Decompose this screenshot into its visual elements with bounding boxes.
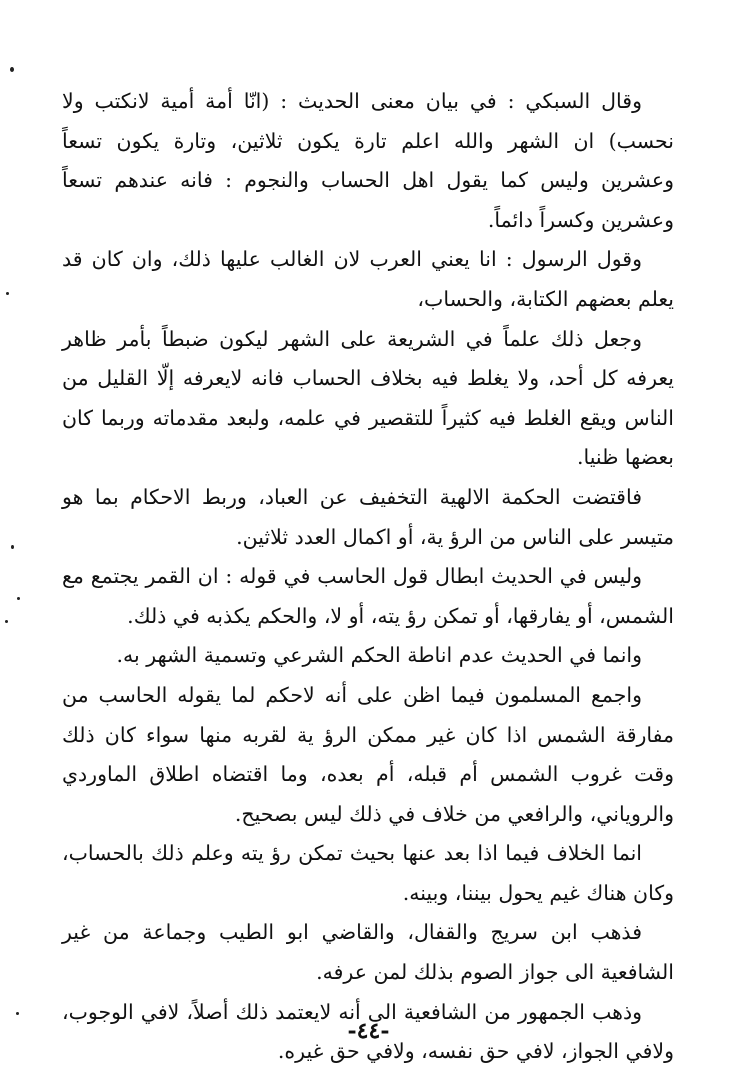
- paragraph-2: وقول الرسول : انا يعني العرب لان الغالب عليها ذلك، وان كان قد يعلم بعضهم الكتابة، والحساب،: [62, 247, 674, 311]
- paragraph-4: فاقتضت الحكمة الالهية التخفيف عن العباد، وربط الاحكام بما هو متيسر على الناس من الرؤ ية، أو اكمال العدد ثلاثين.: [62, 484, 674, 549]
- paragraph-3: وجعل ذلك علماً في الشريعة على الشهر ليكون ضبطاً بأمر ظاهر يعرفه كل أحد، ولا يغلط فيه بخلاف الحساب فانه لايعرفه إلّا القليل من الناس ويقع الغلط فيه كثيراً للتقصير في علمه، ولبعد مقدماته وربما كان بعضها ظنيا.: [62, 326, 674, 470]
- paragraph-7: واجمع المسلمون فيما اظن على أنه لاحكم لما يقوله الحاسب من مفارقة الشمس اذا كان غير ممكن الرؤ ية لقربه منها سواء كان ذلك وقت غروب الشمس أم قبله، أم بعده، وما اقتضاه اطلاق الماوردي والروياني، والرافعي من خلاف في ذلك ليس بصحيح.: [62, 682, 674, 826]
- body-text: [62, 82, 674, 1072]
- scan-speck: [6, 292, 9, 295]
- page-number: -٤٤-: [347, 1018, 390, 1044]
- paragraph-9: فذهب ابن سريج والقفال، والقاضي ابو الطيب وجماعة من غير الشافعية الى جواز الصوم بذلك لمن عرفه.: [62, 920, 674, 985]
- scan-speck: [16, 1012, 19, 1015]
- scan-speck: [10, 67, 14, 72]
- scan-speck: [11, 545, 14, 549]
- scan-speck: [5, 620, 8, 623]
- paragraph-5: وليس في الحديث ابطال قول الحاسب في قوله : ان القمر يجتمع مع الشمس، أو يفارقها، أو تمكن رؤ يته، أو لا، والحكم يكذبه في ذلك.: [62, 564, 674, 628]
- paragraph-1: وقال السبكي : في بيان معنى الحديث : (انّا أمة أمية لانكتب ولا نحسب) ان الشهر والله اعلم تارة يكون ثلاثين، وتارة يكون تسعاً وعشرين وليس كما يقول اهل الحساب والنجوم : فانه عندهم تسعاً وعشرين وكسراً دائماً.: [62, 89, 674, 232]
- scan-speck: [17, 597, 20, 600]
- paragraph-8: انما الخلاف فيما اذا بعد عنها بحيث تمكن رؤ يته وعلم ذلك بالحساب، وكان هناك غيم يحول بيننا، وبينه.: [62, 841, 674, 905]
- paragraph-10: وذهب الجمهور من الشافعية الى أنه لايعتمد ذلك أصلاً، لافي الوجوب، ولافي الجواز، لافي حق نفسه، ولافي حق غيره.: [62, 999, 674, 1064]
- paragraph-6: وانما في الحديث عدم اناطة الحكم الشرعي وتسمية الشهر به.: [116, 643, 642, 668]
